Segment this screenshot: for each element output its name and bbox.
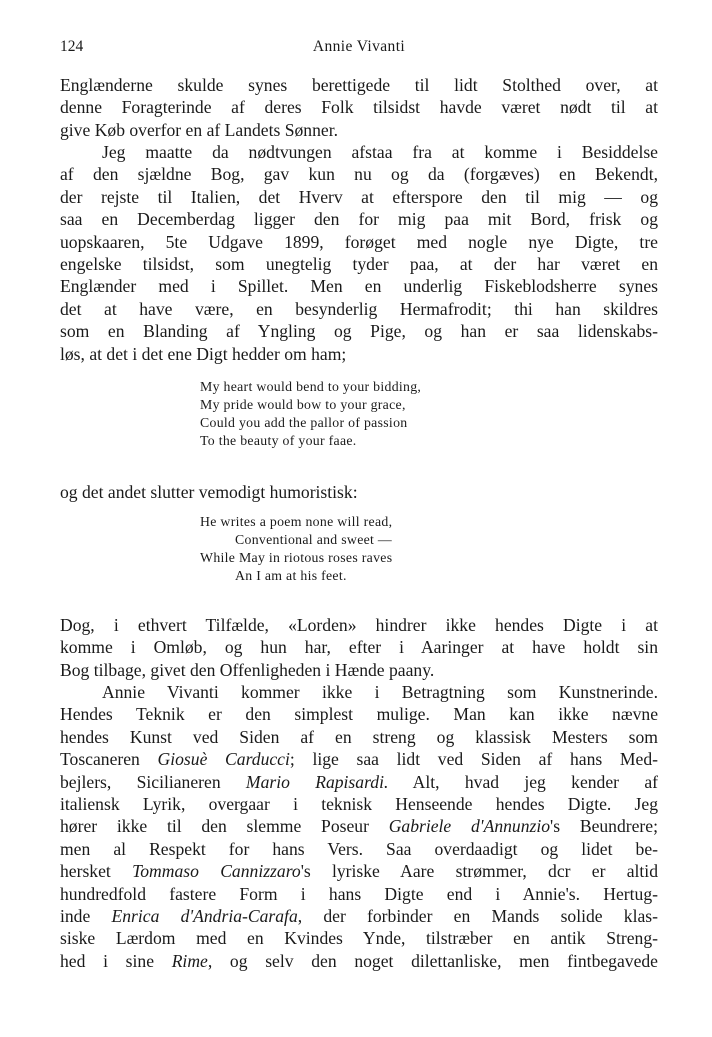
text-run: 's Beundrere;	[550, 816, 658, 837]
poem-line: To the beauty of your faae.	[200, 433, 357, 448]
text-line: komme i Omløb, og hun har, efter i Aaringer at have holdt sin	[60, 637, 658, 658]
paragraph-4	[60, 681, 658, 972]
text-line: denne Foragterinde af deres Folk tilsidst havde været nødt til at	[60, 97, 658, 118]
poem-quote-1	[200, 378, 421, 450]
text-line: Bog tilbage, givet den Offenligheden i Hænde paany.	[60, 659, 435, 680]
text-line: give Køb overfor en af Landets Sønner.	[60, 119, 338, 140]
page-number: 124	[60, 38, 84, 55]
text-line: siske Lærdom med en Kvindes Ynde, tilstræber en antik Streng-	[60, 928, 658, 949]
italic-name: Mario Rapisardi.	[245, 771, 389, 792]
text-run: inde	[60, 905, 112, 926]
text-line	[60, 860, 658, 882]
italic-name: Gabriele d'Annunzio	[388, 816, 551, 837]
poem-line: He writes a poem none will read,	[200, 514, 393, 529]
italic-name: Giosuè Carducci	[157, 749, 290, 770]
text-line: Englænderne skulde synes berettigede til lidt Stolthed over, at	[60, 75, 658, 95]
text-line: men al Respekt for hans Vers. Saa overdaadigt og lidet be-	[60, 838, 658, 859]
text-line: Dog, i ethvert Tilfælde, «Lorden» hindrer ikke hendes Digte i at	[60, 615, 658, 635]
italic-name: Tommaso Cannizzaro	[132, 861, 301, 882]
text-line: hendes Kunst ved Siden af en streng og klassisk Mesters som	[60, 726, 658, 747]
italic-name: Rime	[171, 950, 208, 971]
italic-name: Enrica d'Andria-Carafa	[111, 905, 298, 926]
text-line: der rejste til Italien, det Hverv at efterspore den til mig — og	[60, 186, 658, 207]
text-line: Englænder med i Spillet. Men en underlig Fiskeblodsherre synes	[60, 276, 658, 297]
poem-line: My heart would bend to your bidding,	[200, 379, 422, 394]
text-line: saa en Decemberdag ligger den for mig paa mit Bord, frisk og	[60, 209, 658, 230]
poem-line: While May in riotous roses raves	[200, 550, 393, 565]
text-run: 's lyriske Aare strømmer, dcr er altid	[300, 861, 658, 882]
text-line: Annie Vivanti kommer ikke i Betragtning som Kunstnerinde.	[102, 682, 658, 702]
poem-line: My pride would bow to your grace,	[200, 397, 406, 412]
text-line: løs, at det i det ene Digt hedder om ham;	[60, 343, 347, 364]
text-run: , der forbinder en Mands solide klas-	[297, 905, 658, 926]
poem-quote-2	[200, 513, 392, 585]
text-line	[60, 748, 658, 770]
paragraph-3	[60, 614, 658, 681]
text-run: hersket	[60, 861, 133, 882]
text-line: italiensk Lyrik, overgaar i teknisk Henseende hendes Digte. Jeg	[60, 793, 658, 814]
text-run: Toscaneren	[60, 749, 158, 770]
poem-line: Could you add the pallor of passion	[200, 415, 408, 430]
running-title: Annie Vivanti	[312, 38, 406, 55]
text-run: ; lige saa lidt ved Siden af hans Med-	[289, 749, 659, 770]
paragraph-transition	[60, 481, 658, 503]
text-line: af den sjældne Bog, gav kun nu og da (forgæves) en Bekendt,	[60, 164, 658, 185]
text-line	[60, 771, 658, 793]
text-run: hører ikke til den slemme Poseur	[60, 816, 389, 837]
poem-line: An I am at his feet.	[235, 568, 347, 583]
paragraph-2	[60, 141, 658, 365]
text-line: og det andet slutter vemodigt humoristisk:	[60, 482, 358, 502]
poem-line: Conventional and sweet —	[235, 532, 393, 547]
text-run: bejlers, Sicilianeren	[60, 771, 246, 792]
paragraph-1	[60, 74, 658, 141]
text-line: hundredfold fastere Form i hans Digte end i Annie's. Hertug-	[60, 883, 658, 904]
text-line	[60, 905, 658, 927]
text-run: , og selv den noget dilettanliske, men fintbegavede	[207, 950, 658, 971]
text-line: Jeg maatte da nødtvungen afstaa fra at komme i Besiddelse	[102, 142, 658, 162]
text-run: hed i sine	[60, 950, 172, 971]
text-line: Hendes Teknik er den simplest mulige. Man kan ikke nævne	[60, 704, 658, 725]
text-run: Alt, hvad jeg kender af	[388, 771, 658, 792]
page-header	[60, 38, 658, 60]
text-line: som en Blanding af Yngling og Pige, og han er saa lidenskabs-	[60, 321, 658, 342]
text-line: det at have være, en besynderlig Hermafrodit; thi han skildres	[60, 298, 658, 319]
text-line: engelske tilsidst, som unegtelig tyder paa, at der har været en	[60, 253, 658, 274]
text-line: uopskaaren, 5te Udgave 1899, forøget med nogle nye Digte, tre	[60, 231, 658, 252]
text-line	[60, 815, 658, 837]
text-line	[60, 950, 658, 972]
